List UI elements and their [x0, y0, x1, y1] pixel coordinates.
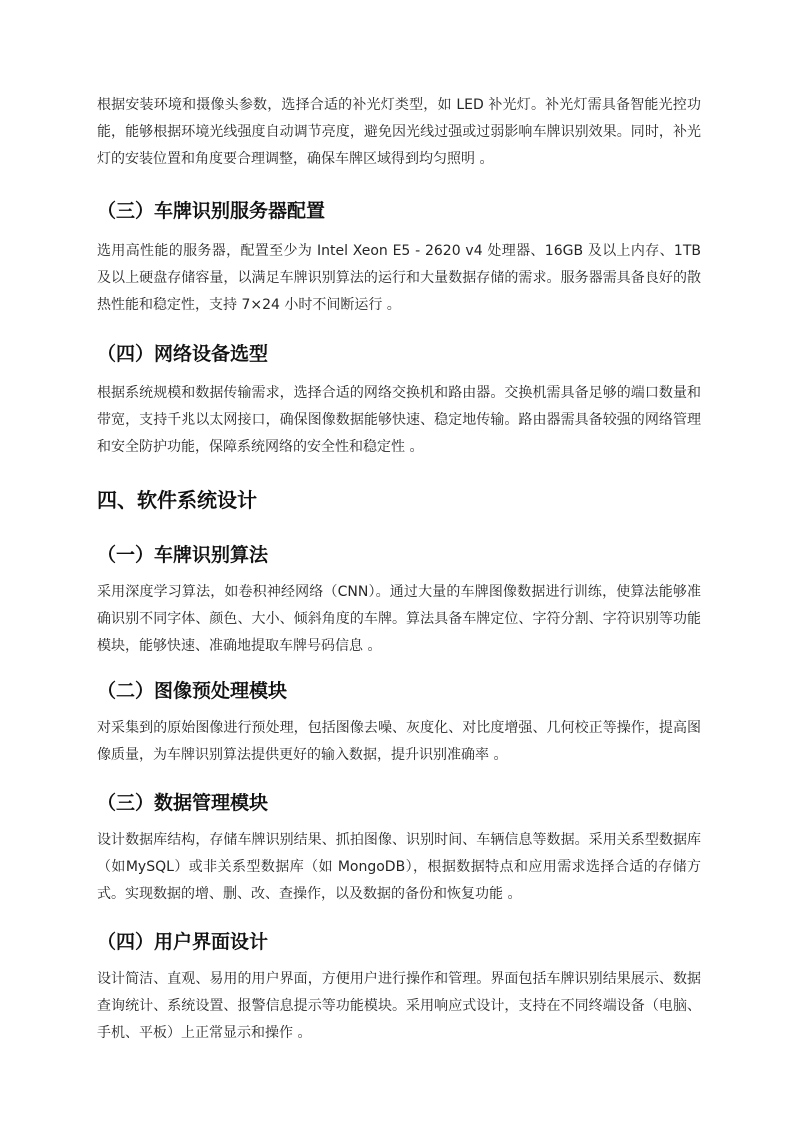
paragraph-user-interface: 设计简洁、直观、易用的用户界面，方便用户进行操作和管理。界面包括车牌识别结果展示、数据查询统计、系统设置、报警信息提示等功能模块。采用响应式设计，支持在不同终端设备（电脑、手机、平板）上正常显示和操作 。: [97, 971, 701, 1041]
paragraph-data-management: 设计数据库结构，存储车牌识别结果、抓拍图像、识别时间、车辆信息等数据。采用关系型数据库（如MySQL）或非关系型数据库（如 MongoDB），根据数据特点和应用需求选择合适的存储方式。实现数据的增、删、改、查操作，以及数据的备份和恢复功能 。: [97, 832, 701, 902]
paragraph-network: 根据系统规模和数据传输需求，选择合适的网络交换机和路由器。交换机需具备足够的端口数量和带宽，支持千兆以太网接口，确保图像数据能够快速、稳定地传输。路由器需具备较强的网络管理和安全防护功能，保障系统网络的安全性和稳定性 。: [97, 385, 701, 455]
paragraph-preprocessing: 对采集到的原始图像进行预处理，包括图像去噪、灰度化、对比度增强、几何校正等操作，提高图像质量，为车牌识别算法提供更好的输入数据，提升识别准确率 。: [97, 720, 701, 763]
heading-network-selection: （四）网络设备选型: [97, 343, 269, 365]
heading-software-design: 四、软件系统设计: [97, 488, 257, 512]
heading-user-interface: （四）用户界面设计: [97, 931, 269, 953]
heading-preprocessing: （二）图像预处理模块: [97, 680, 288, 702]
paragraph-supplement-light: 根据安装环境和摄像头参数，选择合适的补光灯类型，如 LED 补光灯。补光灯需具备智能光控功能，能够根据环境光线强度自动调节亮度，避免因光线过强或过弱影响车牌识别效果。同时，补光灯的安装位置和角度要合理调整，确保车牌区域得到均匀照明 。: [97, 97, 701, 167]
paragraph-algorithm: 采用深度学习算法，如卷积神经网络（CNN）。通过大量的车牌图像数据进行训练，使算法能够准确识别不同字体、颜色、大小、倾斜角度的车牌。算法具备车牌定位、字符分割、字符识别等功能模块，能够快速、准确地提取车牌号码信息 。: [97, 584, 701, 654]
paragraph-server: 选用高性能的服务器，配置至少为 Intel Xeon E5 - 2620 v4 处理器、16GB 及以上内存、1TB 及以上硬盘存储容量，以满足车牌识别算法的运行和大量数据存储的需求。服务器需具备良好的散热性能和稳定性，支持 7×24 小时不间断运行 。: [97, 243, 701, 313]
heading-algorithm: （一）车牌识别算法: [97, 544, 269, 566]
heading-data-management: （三）数据管理模块: [97, 792, 269, 814]
heading-server-config: （三）车牌识别服务器配置: [97, 200, 326, 222]
document-page: [97, 92, 701, 1047]
